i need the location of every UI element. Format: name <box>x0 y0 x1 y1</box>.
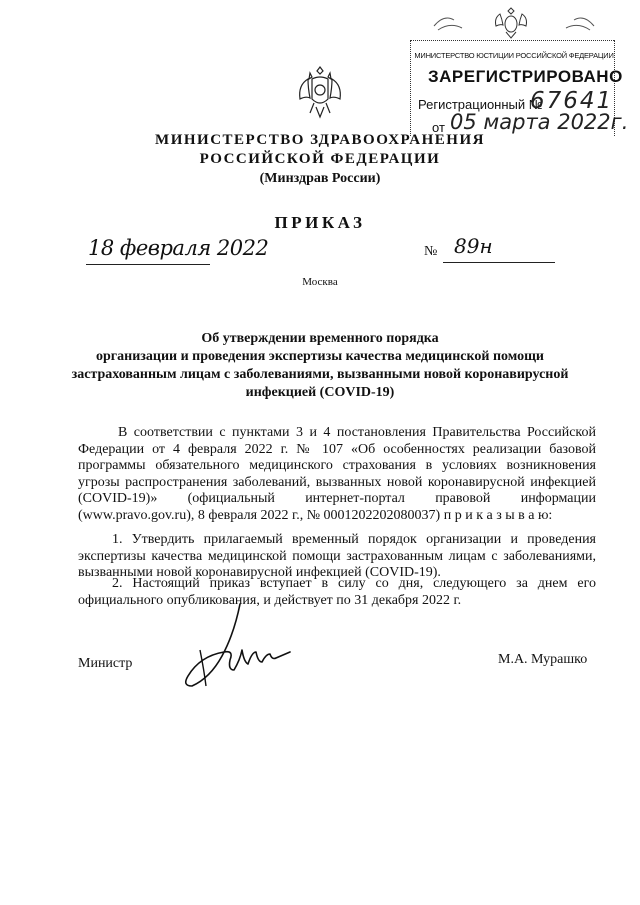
ministry-name-line2: РОССИЙСКОЙ ФЕДЕРАЦИИ <box>199 151 441 167</box>
justice-ministry-emblem-icon <box>486 4 536 40</box>
date-underline <box>86 264 210 265</box>
signatory-position: Министр <box>78 656 133 671</box>
body-paragraph-item-2: 2. Настоящий приказ вступает в силу со дня, следующего за днем его официального опубликования, и действует по 31 декабря 2022 г. <box>78 576 596 608</box>
ministry-name <box>150 131 490 169</box>
stamp-ornament-right-icon <box>548 8 598 36</box>
subject-line3: застрахованным лицам с заболеваниями, вызванными новой коронавирусной <box>71 367 569 382</box>
stamp-from-value: 05 марта 2022г. <box>450 110 629 134</box>
stamp-ornament-left-icon <box>430 8 480 36</box>
stamp-from-label: от <box>432 120 445 135</box>
subject-line4: инфекцией (COVID-19) <box>245 385 395 400</box>
signatory-name: М.А. Мурашко <box>498 652 588 667</box>
city: Москва <box>302 276 338 288</box>
number-sign: № <box>424 244 438 259</box>
body-paragraph-preamble: В соответствии с пунктами 3 и 4 постановления Правительства Российской Федерации от 4 февраля 2022 г. № 107 «Об особенностях реализации базовой программы обязательного медицинского страхования в условиях возникновения угрозы распространения заболеваний, вызванных новой коронавирусной инфекцией (COVID-19)» (официальный интернет-портал правовой информации (www.pravo.gov.ru), 8 февраля 2022 г., № 0001202202080037) п р и к а з ы в а ю: <box>78 425 596 523</box>
stamp-registered: ЗАРЕГИСТРИРОВАНО <box>428 67 623 86</box>
ministry-name-line1: МИНИСТЕРСТВО ЗДРАВООХРАНЕНИЯ <box>155 132 485 148</box>
order-subject <box>60 330 580 402</box>
body-paragraph-item-1: 1. Утвердить прилагаемый временный порядок организации и проведения экспертизы качества медицинской помощи застрахованным лицам с заболеваниями, вызванными новой коронавирусной инфекцией (COVID-19). <box>78 532 596 581</box>
handwritten-signature-icon <box>180 600 300 690</box>
stamp-frame-left <box>410 40 411 136</box>
stamp-regno-label: Регистрационный № <box>418 97 543 112</box>
ministry-short-name: (Минздрав России) <box>259 171 381 186</box>
number-underline <box>443 262 555 263</box>
stamp-ministry: МИНИСТЕРСТВО ЮСТИЦИИ РОССИЙСКОЙ ФЕДЕРАЦИИ <box>414 51 614 60</box>
stamp-frame-top <box>410 40 614 41</box>
document-type: ПРИКАЗ <box>274 213 366 232</box>
subject-line1: Об утверждении временного порядка <box>201 331 439 346</box>
stamp-regno-value: 67641 <box>530 88 614 114</box>
order-number-handwritten: 89н <box>454 234 493 258</box>
subject-line2: организации и проведения экспертизы качества медицинской помощи <box>96 349 544 364</box>
order-date-handwritten: 18 февраля 2022 <box>88 236 269 260</box>
coat-of-arms-icon <box>296 65 344 121</box>
